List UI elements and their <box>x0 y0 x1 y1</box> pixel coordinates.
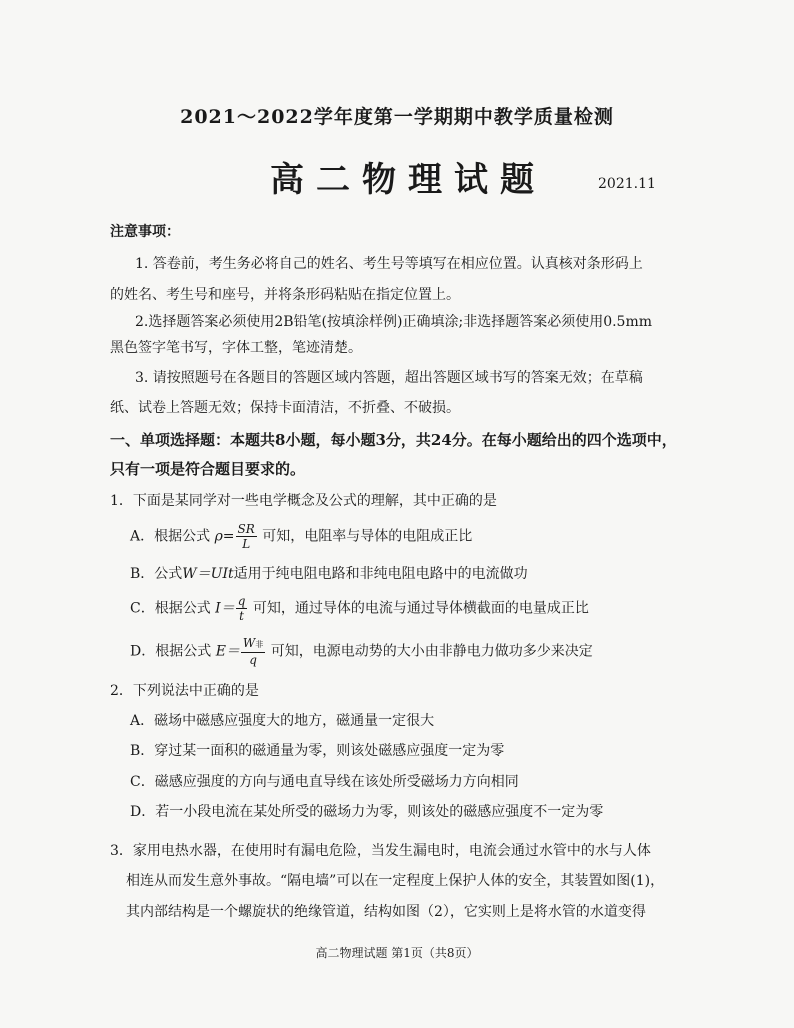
question-3-text-cont: 相连从而发生意外事故。“隔电墙”可以在一定程度上保护人体的安全，其装置如图(1)， <box>126 873 665 889</box>
fraction <box>236 522 257 551</box>
fraction-denominator: t <box>239 609 244 623</box>
option-a-text: 可知，电阻率与导体的电阻成正比 <box>262 528 473 545</box>
exam-date: 2021.11 <box>598 176 656 192</box>
section-heading: 一、单项选择题：本题共8小题，每小题3分，共24分。在每小题给出的四个选项中， <box>110 431 677 449</box>
option-b-prefix: B．公式 <box>130 566 183 582</box>
question-3-text: 3．家用电热水器，在使用时有漏电危险，当发生漏电时，电流会通过水管中的水与人体 <box>110 843 651 859</box>
notes-heading: 注意事项： <box>110 224 180 240</box>
notes-line: 3. 请按照题号在各题目的答题区域内答题，超出答题区域书写的答案无效；在草稿 <box>135 370 643 386</box>
notes-line: 2.选择题答案必须使用2B铅笔(按填涂样例)正确填涂;非选择题答案必须使用0.5mm <box>135 314 653 330</box>
question-1-option-b <box>130 563 528 583</box>
question-3-text-cont: 其内部结构是一个螺旋状的绝缘管道，结构如图（2），它实则上是将水管的水道变得 <box>126 904 646 920</box>
section-heading-cont: 只有一项是符合题目要求的。 <box>110 460 306 478</box>
question-2-option-d: D．若一小段电流在某处所受的磁场力为零，则该处的磁感应强度不一定为零 <box>130 804 604 820</box>
fraction-denominator: L <box>242 537 251 551</box>
notes-line: 的姓名、考生号和座号，并将条形码粘贴在指定位置上。 <box>110 287 460 303</box>
fraction-numerator <box>241 636 265 653</box>
option-d-prefix: D．根据公式 <box>130 643 212 660</box>
formula-lhs: I＝ <box>215 600 235 617</box>
formula-lhs: ρ= <box>214 528 235 545</box>
numerator-subscript: 非 <box>255 640 264 649</box>
page-footer: 高二物理试题 第1页（共8页） <box>315 946 479 960</box>
notes-line: 黑色签字笔书写，字体工整，笔迹清楚。 <box>110 340 362 356</box>
fraction-denominator: q <box>249 653 257 667</box>
fraction-numerator: q <box>237 594 246 608</box>
subject-title: 高二物理试题 <box>270 160 546 200</box>
question-2-option-a: A．磁场中磁感应强度大的地方，磁通量一定很大 <box>130 713 435 729</box>
fraction <box>241 636 265 667</box>
option-c-text: 可知，通过导体的电流与通过导体横截面的电量成正比 <box>252 600 589 617</box>
question-2-stem: 2．下列说法中正确的是 <box>110 683 259 699</box>
option-c-prefix: C．根据公式 <box>130 600 211 617</box>
question-2-option-c: C．磁感应强度的方向与通电直导线在该处所受磁场力方向相同 <box>130 774 519 790</box>
question-1-stem: 1．下面是某同学对一些电学概念及公式的理解，其中正确的是 <box>110 493 497 509</box>
fraction-numerator: SR <box>237 522 255 536</box>
question-1-option-d <box>130 636 593 667</box>
notes-line: 1. 答卷前，考生务必将自己的姓名、考生号等填写在相应位置。认真核对条形码上 <box>135 256 643 272</box>
exam-title: 2021～2022学年度第一学期期中教学质量检测 <box>180 106 614 128</box>
formula: W＝UIt <box>182 566 234 582</box>
notes-line: 纸、试卷上答题无效；保持卡面清洁，不折叠、不破损。 <box>110 400 460 416</box>
option-d-text: 可知，电源电动势的大小由非静电力做功多少来决定 <box>270 643 593 660</box>
question-2-option-b: B．穿过某一面积的磁通量为零，则该处磁感应强度一定为零 <box>130 743 505 759</box>
formula-lhs: E＝ <box>215 643 240 660</box>
question-1-option-a <box>130 522 472 551</box>
numerator-symbol: W <box>242 636 256 650</box>
option-b-text: 适用于纯电阻电路和非纯电阻电路中的电流做功 <box>233 566 528 582</box>
question-1-option-c <box>130 594 589 623</box>
option-a-prefix: A．根据公式 <box>130 528 211 545</box>
fraction <box>236 594 248 623</box>
